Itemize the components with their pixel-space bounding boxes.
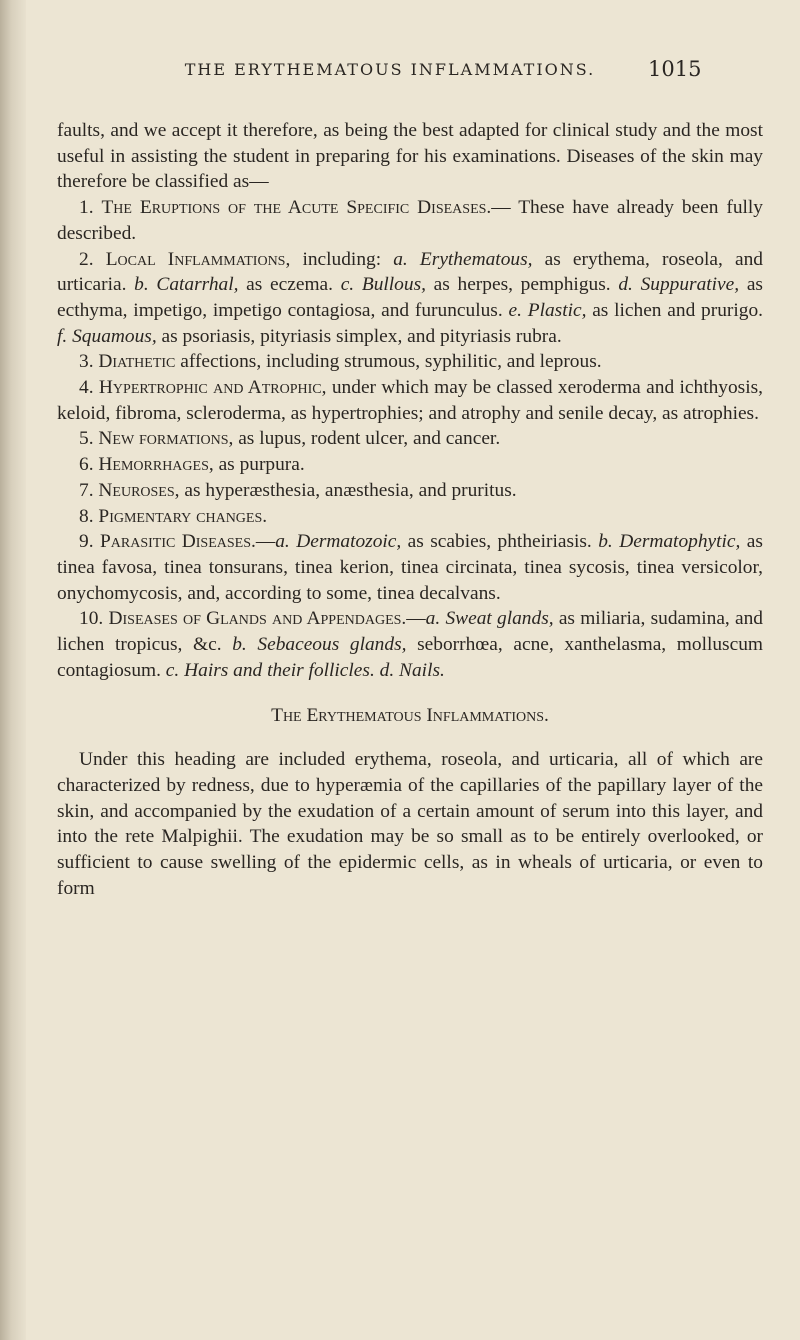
running-head: THE ERYTHEMATOUS INFLAMMATIONS. xyxy=(184,60,596,79)
list-item-5: 5. New formations, as lupus, rodent ulcer, and cancer. xyxy=(79,428,501,450)
section-heading: The Erythematous Inflammations. xyxy=(271,705,549,727)
intro-paragraph: faults, and we accept it therefore, as being the best adapted for clinical study and the most useful in assisting the student in preparing for his examinations. Diseases of the skin may therefore be classified as— xyxy=(57,120,763,193)
list-item-7: 7. Neuroses, as hyperæsthesia, anæsthesia, and pruritus. xyxy=(79,479,517,501)
list-item-4: 4. Hypertrophic and Atrophic, under which may be classed xeroderma and ichthyosis, keloid, fibroma, scleroderma, as hypertrophies; and atrophy and senile decay, as atrophies. xyxy=(57,377,763,424)
list-item-1: 1. The Eruptions of the Acute Specific Diseases.— These have already been fully described. xyxy=(57,197,763,244)
list-item-9: 9. Parasitic Diseases.—a. Dermatozoic, as scabies, phtheiriasis. b. Dermatophytic, as tinea favosa, tinea tonsurans, tinea kerion, tinea circinata, tinea sycosis, tinea versicolor, onychomycosis, and, according to some, tinea decalvans. xyxy=(57,531,763,604)
list-item-6: 6. Hemorrhages, as purpura. xyxy=(79,454,305,476)
list-item-3: 3. Diathetic affections, including strumous, syphilitic, and leprous. xyxy=(79,351,602,373)
list-item-2: 2. Local Inflammations, including: a. Erythematous, as erythema, roseola, and urticaria. b. Catarrhal, as eczema. c. Bullous, as herpes, pemphigus. d. Suppurative, as ecthyma, impetigo, impetigo contagiosa, and furunculus. e. Plastic, as lichen and prurigo. f. Squamous, as psoriasis, pityriasis simplex, and pityriasis rubra. xyxy=(57,248,763,347)
page-number: 1015 xyxy=(648,57,702,81)
list-item-8: 8. Pigmentary changes. xyxy=(79,505,268,527)
list-item-10: 10. Diseases of Glands and Appendages.—a. Sweat glands, as miliaria, sudamina, and lichen tropicus, &c. b. Sebaceous glands, seborrhœa, acne, xanthelasma, molluscum contagiosum. c. Hairs and their follicles. d. Nails. xyxy=(57,608,764,681)
section-paragraph: Under this heading are included erythema, roseola, and urticaria, all of which are characterized by redness, due to hyperæmia of the capillaries of the papillary layer of the skin, and accompanied by the exudation of a certain amount of serum into this layer, and into the rete Malpighii. The exudation may be so small as to be entirely overlooked, or sufficient to cause swelling of the epidermic cells, as in wheals of urticaria, or even to form xyxy=(57,749,763,899)
body-text xyxy=(57,118,763,901)
